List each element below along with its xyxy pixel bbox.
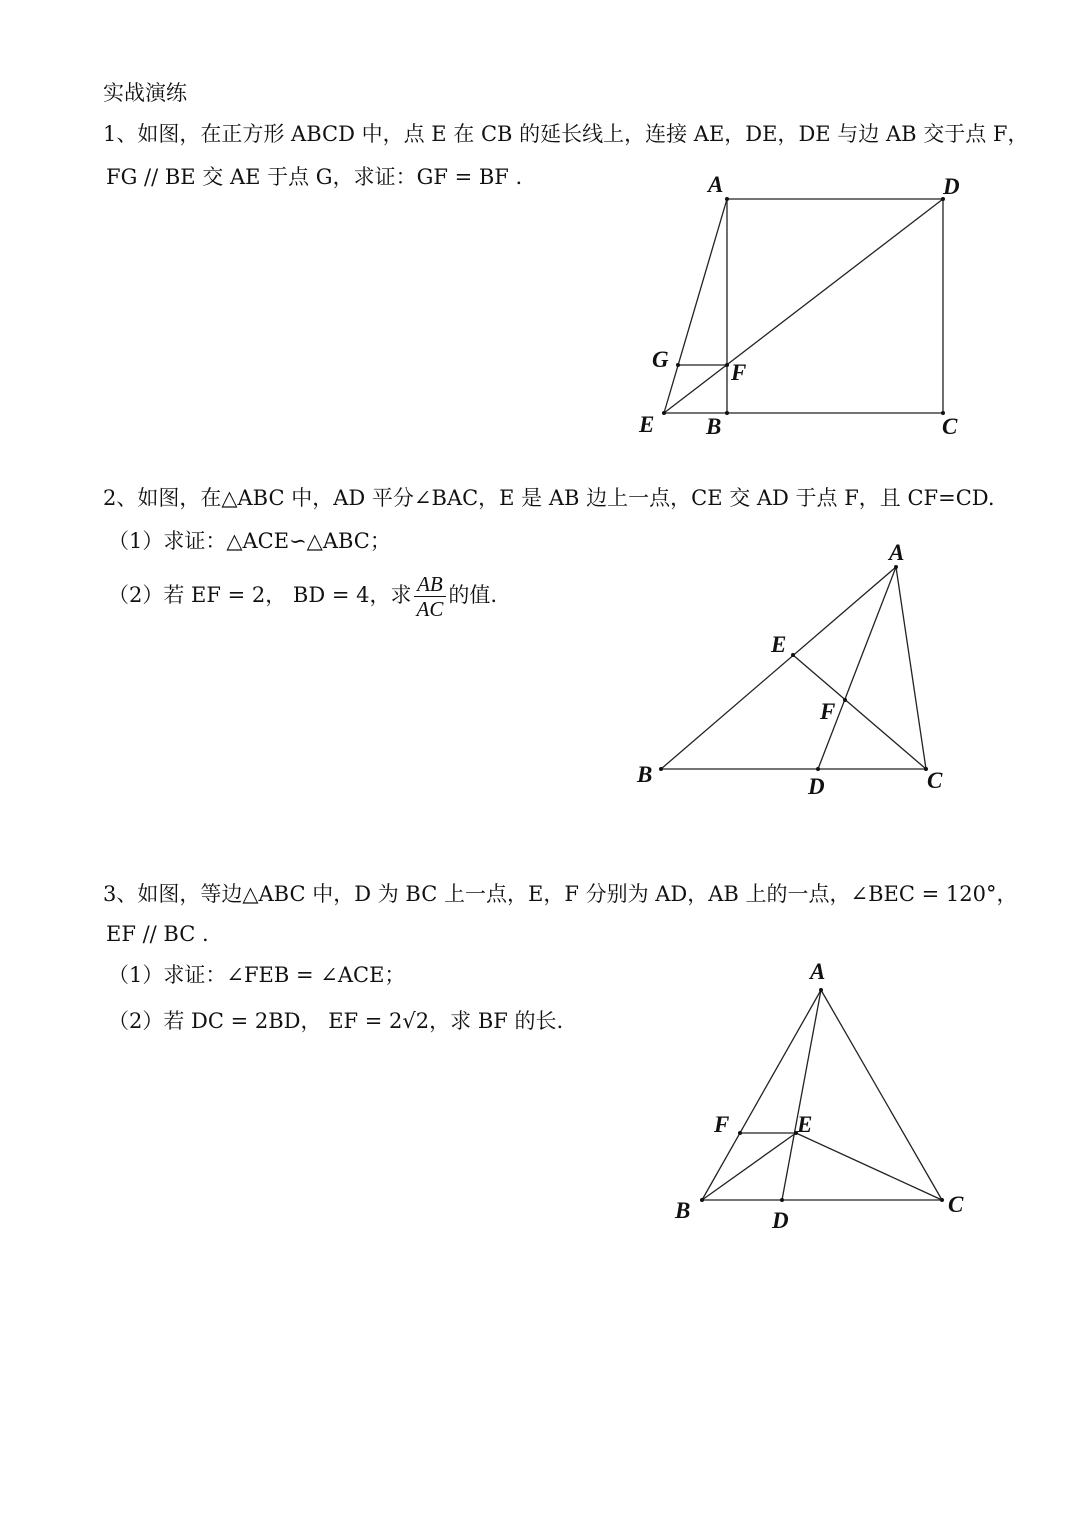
label-a: A [810, 959, 826, 984]
problem-1-line-1: 1、如图，在正方形 ABCD 中，点 E 在 CB 的延长线上，连接 AE，DE，DE 与边 AB 交于点 F， [103, 122, 1029, 146]
label-a: A [708, 172, 724, 197]
fraction-denominator: AC [416, 597, 444, 621]
point-c [940, 1198, 944, 1202]
label-d: D [808, 774, 825, 799]
point-d [780, 1198, 784, 1202]
label-c: C [927, 768, 943, 793]
label-b: B [675, 1198, 691, 1223]
label-c: C [948, 1192, 964, 1217]
problem-2-part-2-suffix: 的值. [448, 583, 498, 607]
label-b: B [637, 762, 653, 787]
segment-ab [702, 990, 821, 1200]
problem-3-part-2: （2）若 DC = 2BD， EF = 2√2，求 BF 的长. [108, 1009, 564, 1033]
problem-2-part-1: （1）求证：△ACE∽△ABC； [108, 529, 391, 553]
label-d: D [943, 174, 960, 199]
point-a [819, 988, 823, 992]
problem-3-line-2: EF // BC . [106, 922, 209, 946]
label-f: F [714, 1112, 730, 1137]
label-c: C [942, 414, 958, 439]
label-e: E [639, 412, 655, 437]
label-b: B [706, 414, 722, 439]
segment-be [702, 1133, 796, 1200]
point-b [700, 1198, 704, 1202]
label-e: E [797, 1112, 813, 1137]
problem-2-part-2-prefix: （2）若 EF = 2， BD = 4，求 [108, 583, 412, 607]
segment-ac [821, 990, 942, 1200]
problem-2-line-1: 2、如图，在△ABC 中，AD 平分∠BAC，E 是 AB 边上一点，CE 交 AD 于点 F，且 CF=CD. [103, 486, 995, 510]
problem-3-line-1: 3、如图，等边△ABC 中，D 为 BC 上一点，E，F 分别为 AD，AB 上的一点，∠BEC = 120°， [103, 882, 1018, 906]
section-title: 实战演练 [103, 81, 187, 105]
segment-ec [796, 1133, 942, 1200]
label-d: D [772, 1208, 789, 1233]
label-f: F [731, 360, 747, 385]
problem-1-line-2: FG // BE 交 AE 于点 G，求证：GF = BF . [106, 165, 523, 189]
problem-3-part-1: （1）求证：∠FEB = ∠ACE； [108, 963, 406, 987]
label-e: E [771, 632, 787, 657]
segment-ad [782, 990, 821, 1200]
fraction-numerator: AB [414, 572, 447, 597]
label-f: F [820, 699, 836, 724]
label-a: A [889, 540, 905, 565]
point-f [738, 1131, 742, 1135]
label-g: G [652, 347, 669, 372]
